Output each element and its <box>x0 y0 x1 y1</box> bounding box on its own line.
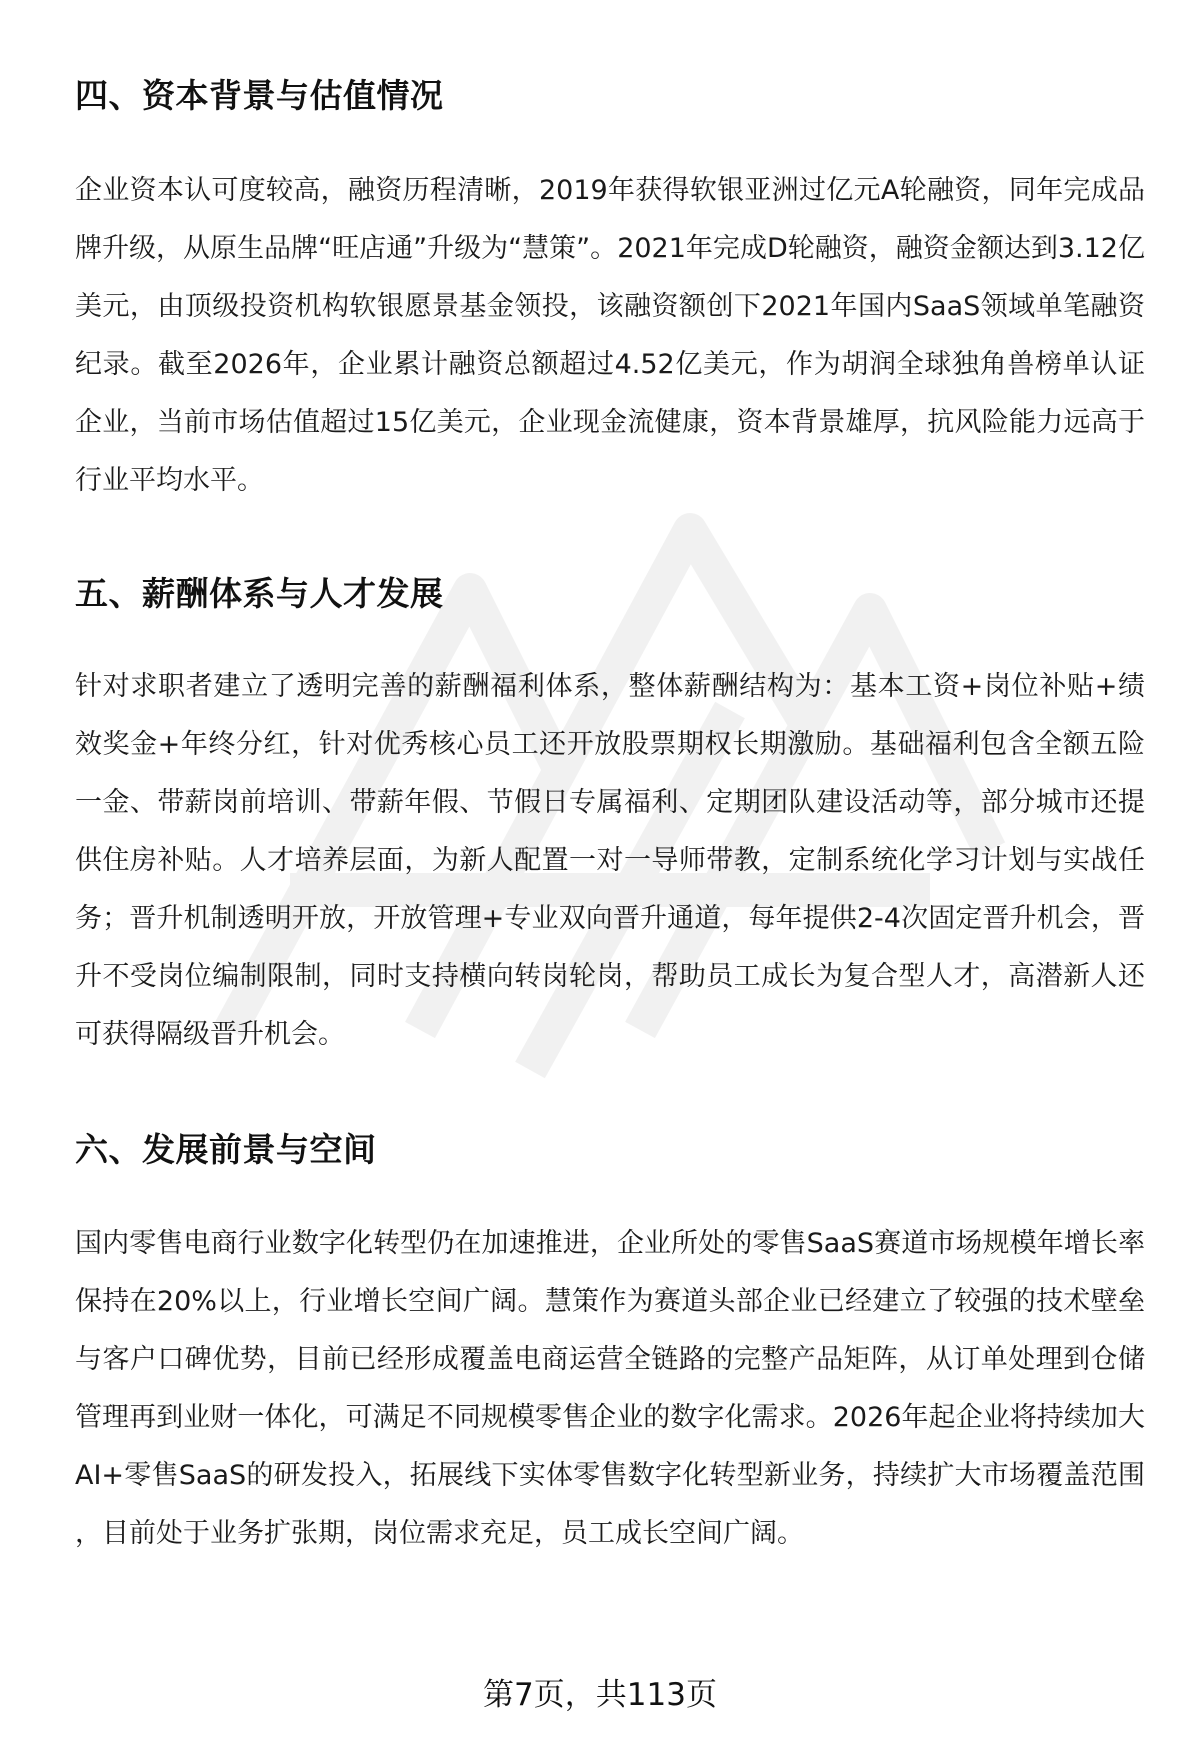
section-title-compensation-talent: 五、薪酬体系与人才发展 <box>75 574 444 613</box>
section-body-capital-valuation: 企业资本认可度较高，融资历程清晰，2019年获得软银亚洲过亿元A轮融资，同年完成品牌升级，从原生品牌“旺店通”升级为“慧策”。2021年完成D轮融资，融资金额达到3.12亿美元，由顶级投资机构软银愿景基金领投，该融资额创下2021年国内SaaS领域单笔融资纪录。截至2026年，企业累计融资总额超过4.52亿美元，作为胡润全球独角兽榜单认证企业，当前市场估值超过15亿美元，企业现金流健康，资本背景雄厚，抗风险能力远高于行业平均水平。 <box>75 175 1145 496</box>
section-body-development-prospects: 国内零售电商行业数字化转型仍在加速推进，企业所处的零售SaaS赛道市场规模年增长率保持在20%以上，行业增长空间广阔。慧策作为赛道头部企业已经建立了较强的技术壁垒与客户口碑优势，目前已经形成覆盖电商运营全链路的完整产品矩阵，从订单处理到仓储管理再到业财一体化，可满足不同规模零售企业的数字化需求。2026年起企业将持续加大AI+零售SaaS的研发投入，拓展线下实体零售数字化转型新业务，持续扩大市场覆盖范围，目前处于业务扩张期，岗位需求充足，员工成长空间广阔。 <box>75 1228 1145 1549</box>
section-title-development-prospects: 六、发展前景与空间 <box>75 1130 377 1169</box>
page-number-footer: 第7页，共113页 <box>483 1677 717 1713</box>
section-title-capital-valuation: 四、资本背景与估值情况 <box>75 76 444 115</box>
section-body-compensation-talent: 针对求职者建立了透明完善的薪酬福利体系，整体薪酬结构为：基本工资+岗位补贴+绩效奖金+年终分红，针对优秀核心员工还开放股票期权长期激励。基础福利包含全额五险一金、带薪岗前培训、带薪年假、节假日专属福利、定期团队建设活动等，部分城市还提供住房补贴。人才培养层面，为新人配置一对一导师带教，定制系统化学习计划与实战任务；晋升机制透明开放，开放管理+专业双向晋升通道，每年提供2-4次固定晋升机会，晋升不受岗位编制限制，同时支持横向转岗轮岗，帮助员工成长为复合型人才，高潜新人还可获得隔级晋升机会。 <box>75 671 1145 1050</box>
